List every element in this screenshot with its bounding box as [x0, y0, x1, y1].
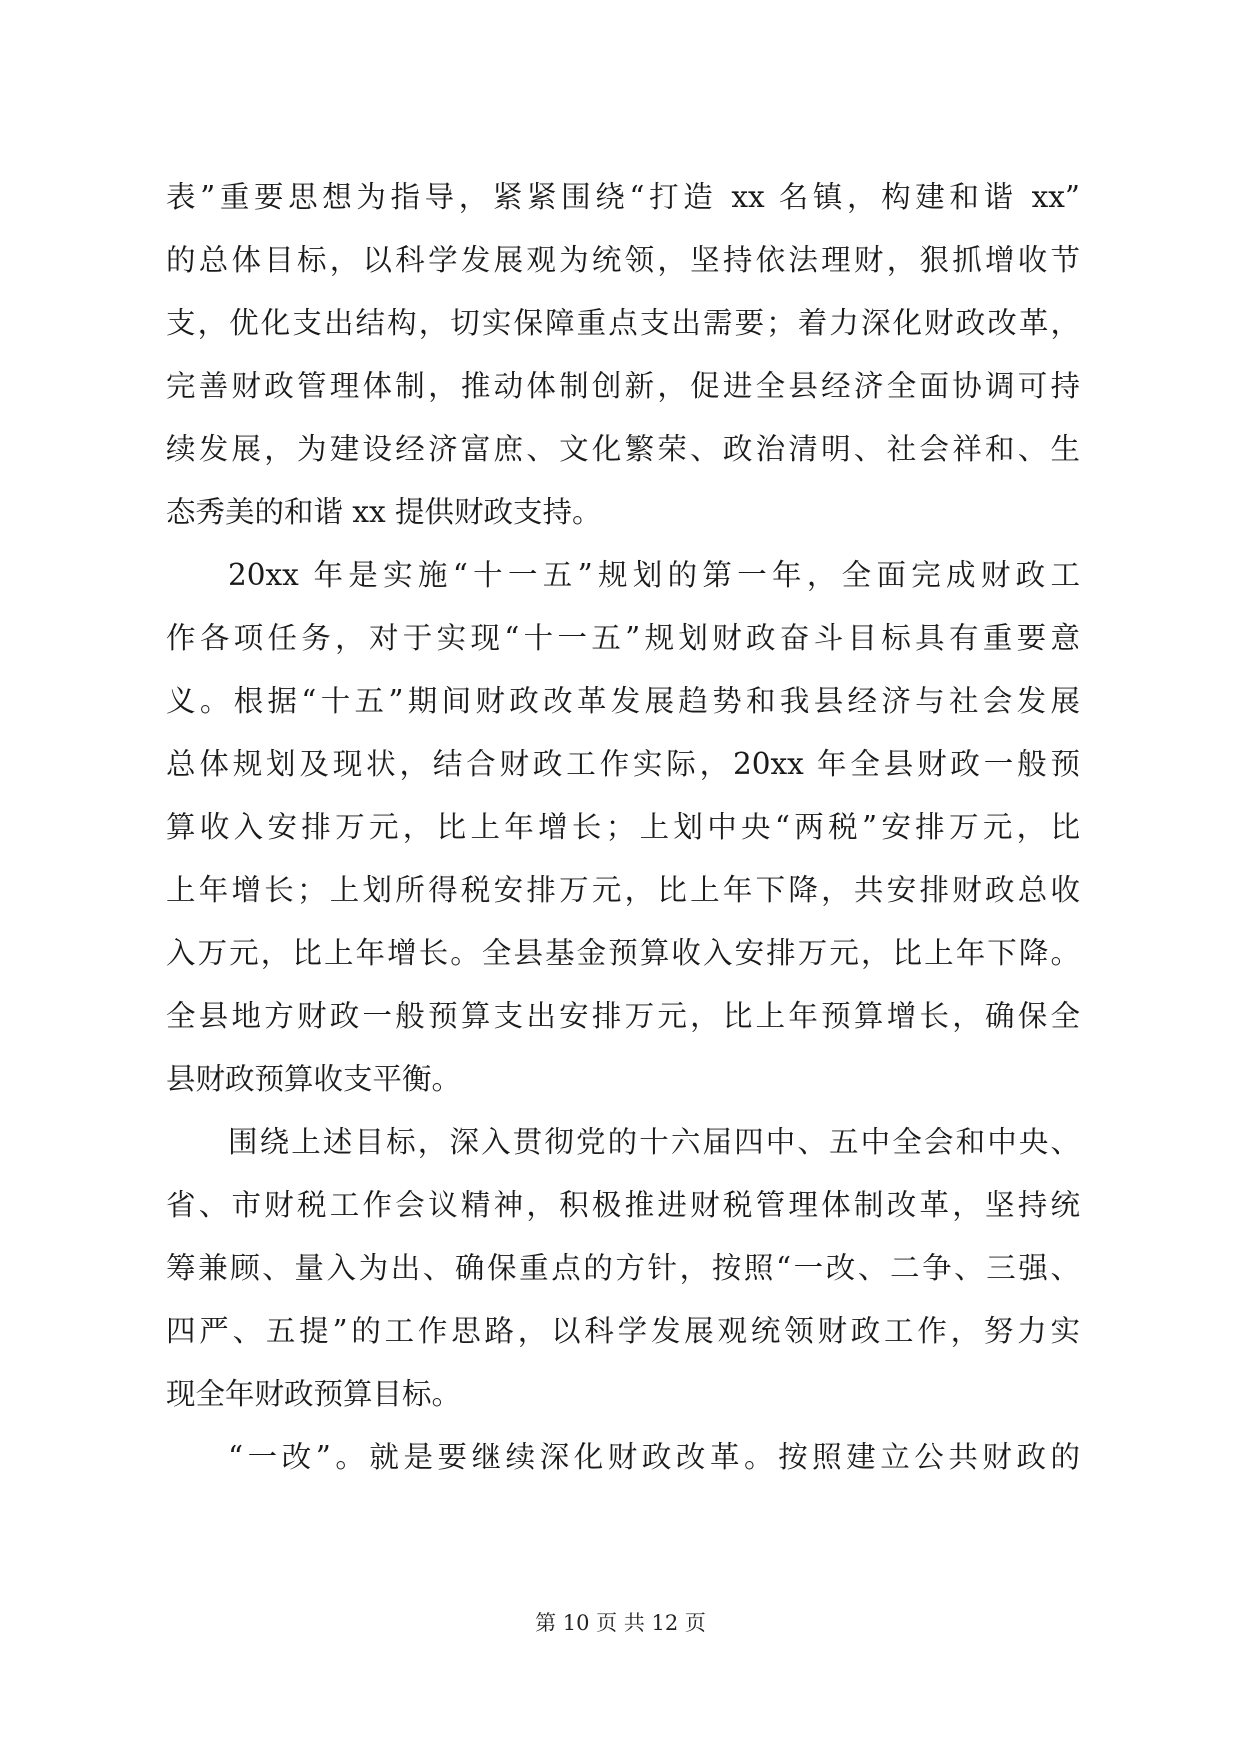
paragraph-4 — [166, 1426, 1080, 1489]
text-line: 支，优化支出结构，切实保障重点支出需要；着力深化财政改革， — [166, 306, 1080, 340]
paragraph-2 — [166, 544, 1080, 1111]
text-line: 续发展，为建设经济富庶、文化繁荣、政治清明、社会祥和、生 — [166, 432, 1080, 466]
text-line: 围绕上述目标，深入贯彻党的十六届四中、五中全会和中央、 — [228, 1125, 1080, 1159]
page-number-footer: 第 10 页 共 12 页 — [535, 1611, 706, 1635]
text-line: 表”重要思想为指导，紧紧围绕“打造 xx 名镇，构建和谐 xx” — [166, 180, 1080, 214]
text-line: 全县地方财政一般预算支出安排万元，比上年预算增长，确保全 — [166, 999, 1080, 1033]
text-line: 20xx 年是实施“十一五”规划的第一年，全面完成财政工 — [228, 558, 1080, 592]
text-line: 义。根据“十五”期间财政改革发展趋势和我县经济与社会发展 — [166, 684, 1080, 718]
text-line: “一改”。就是要继续深化财政改革。按照建立公共财政的 — [228, 1440, 1080, 1474]
document-body — [166, 166, 1080, 1489]
text-line: 四严、五提”的工作思路，以科学发展观统领财政工作，努力实 — [166, 1314, 1080, 1348]
text-line: 筹兼顾、量入为出、确保重点的方针，按照“一改、二争、三强、 — [166, 1251, 1080, 1285]
text-line: 县财政预算收支平衡。 — [166, 1062, 462, 1096]
text-line: 入万元，比上年增长。全县基金预算收入安排万元，比上年下降。 — [166, 936, 1080, 970]
paragraph-1 — [166, 166, 1080, 544]
text-line: 总体规划及现状，结合财政工作实际，20xx 年全县财政一般预 — [166, 747, 1080, 781]
text-line: 上年增长；上划所得税安排万元，比上年下降，共安排财政总收 — [166, 873, 1080, 907]
text-line: 算收入安排万元，比上年增长；上划中央“两税”安排万元，比 — [166, 810, 1080, 844]
text-line: 现全年财政预算目标。 — [166, 1377, 462, 1411]
text-line: 省、市财税工作会议精神，积极推进财税管理体制改革，坚持统 — [166, 1188, 1080, 1222]
text-line: 的总体目标，以科学发展观为统领，坚持依法理财，狠抓增收节 — [166, 243, 1080, 277]
paragraph-3 — [166, 1111, 1080, 1426]
text-line: 作各项任务，对于实现“十一五”规划财政奋斗目标具有重要意 — [166, 621, 1080, 655]
text-line: 完善财政管理体制，推动体制创新，促进全县经济全面协调可持 — [166, 369, 1080, 403]
text-line: 态秀美的和谐 xx 提供财政支持。 — [166, 495, 602, 529]
